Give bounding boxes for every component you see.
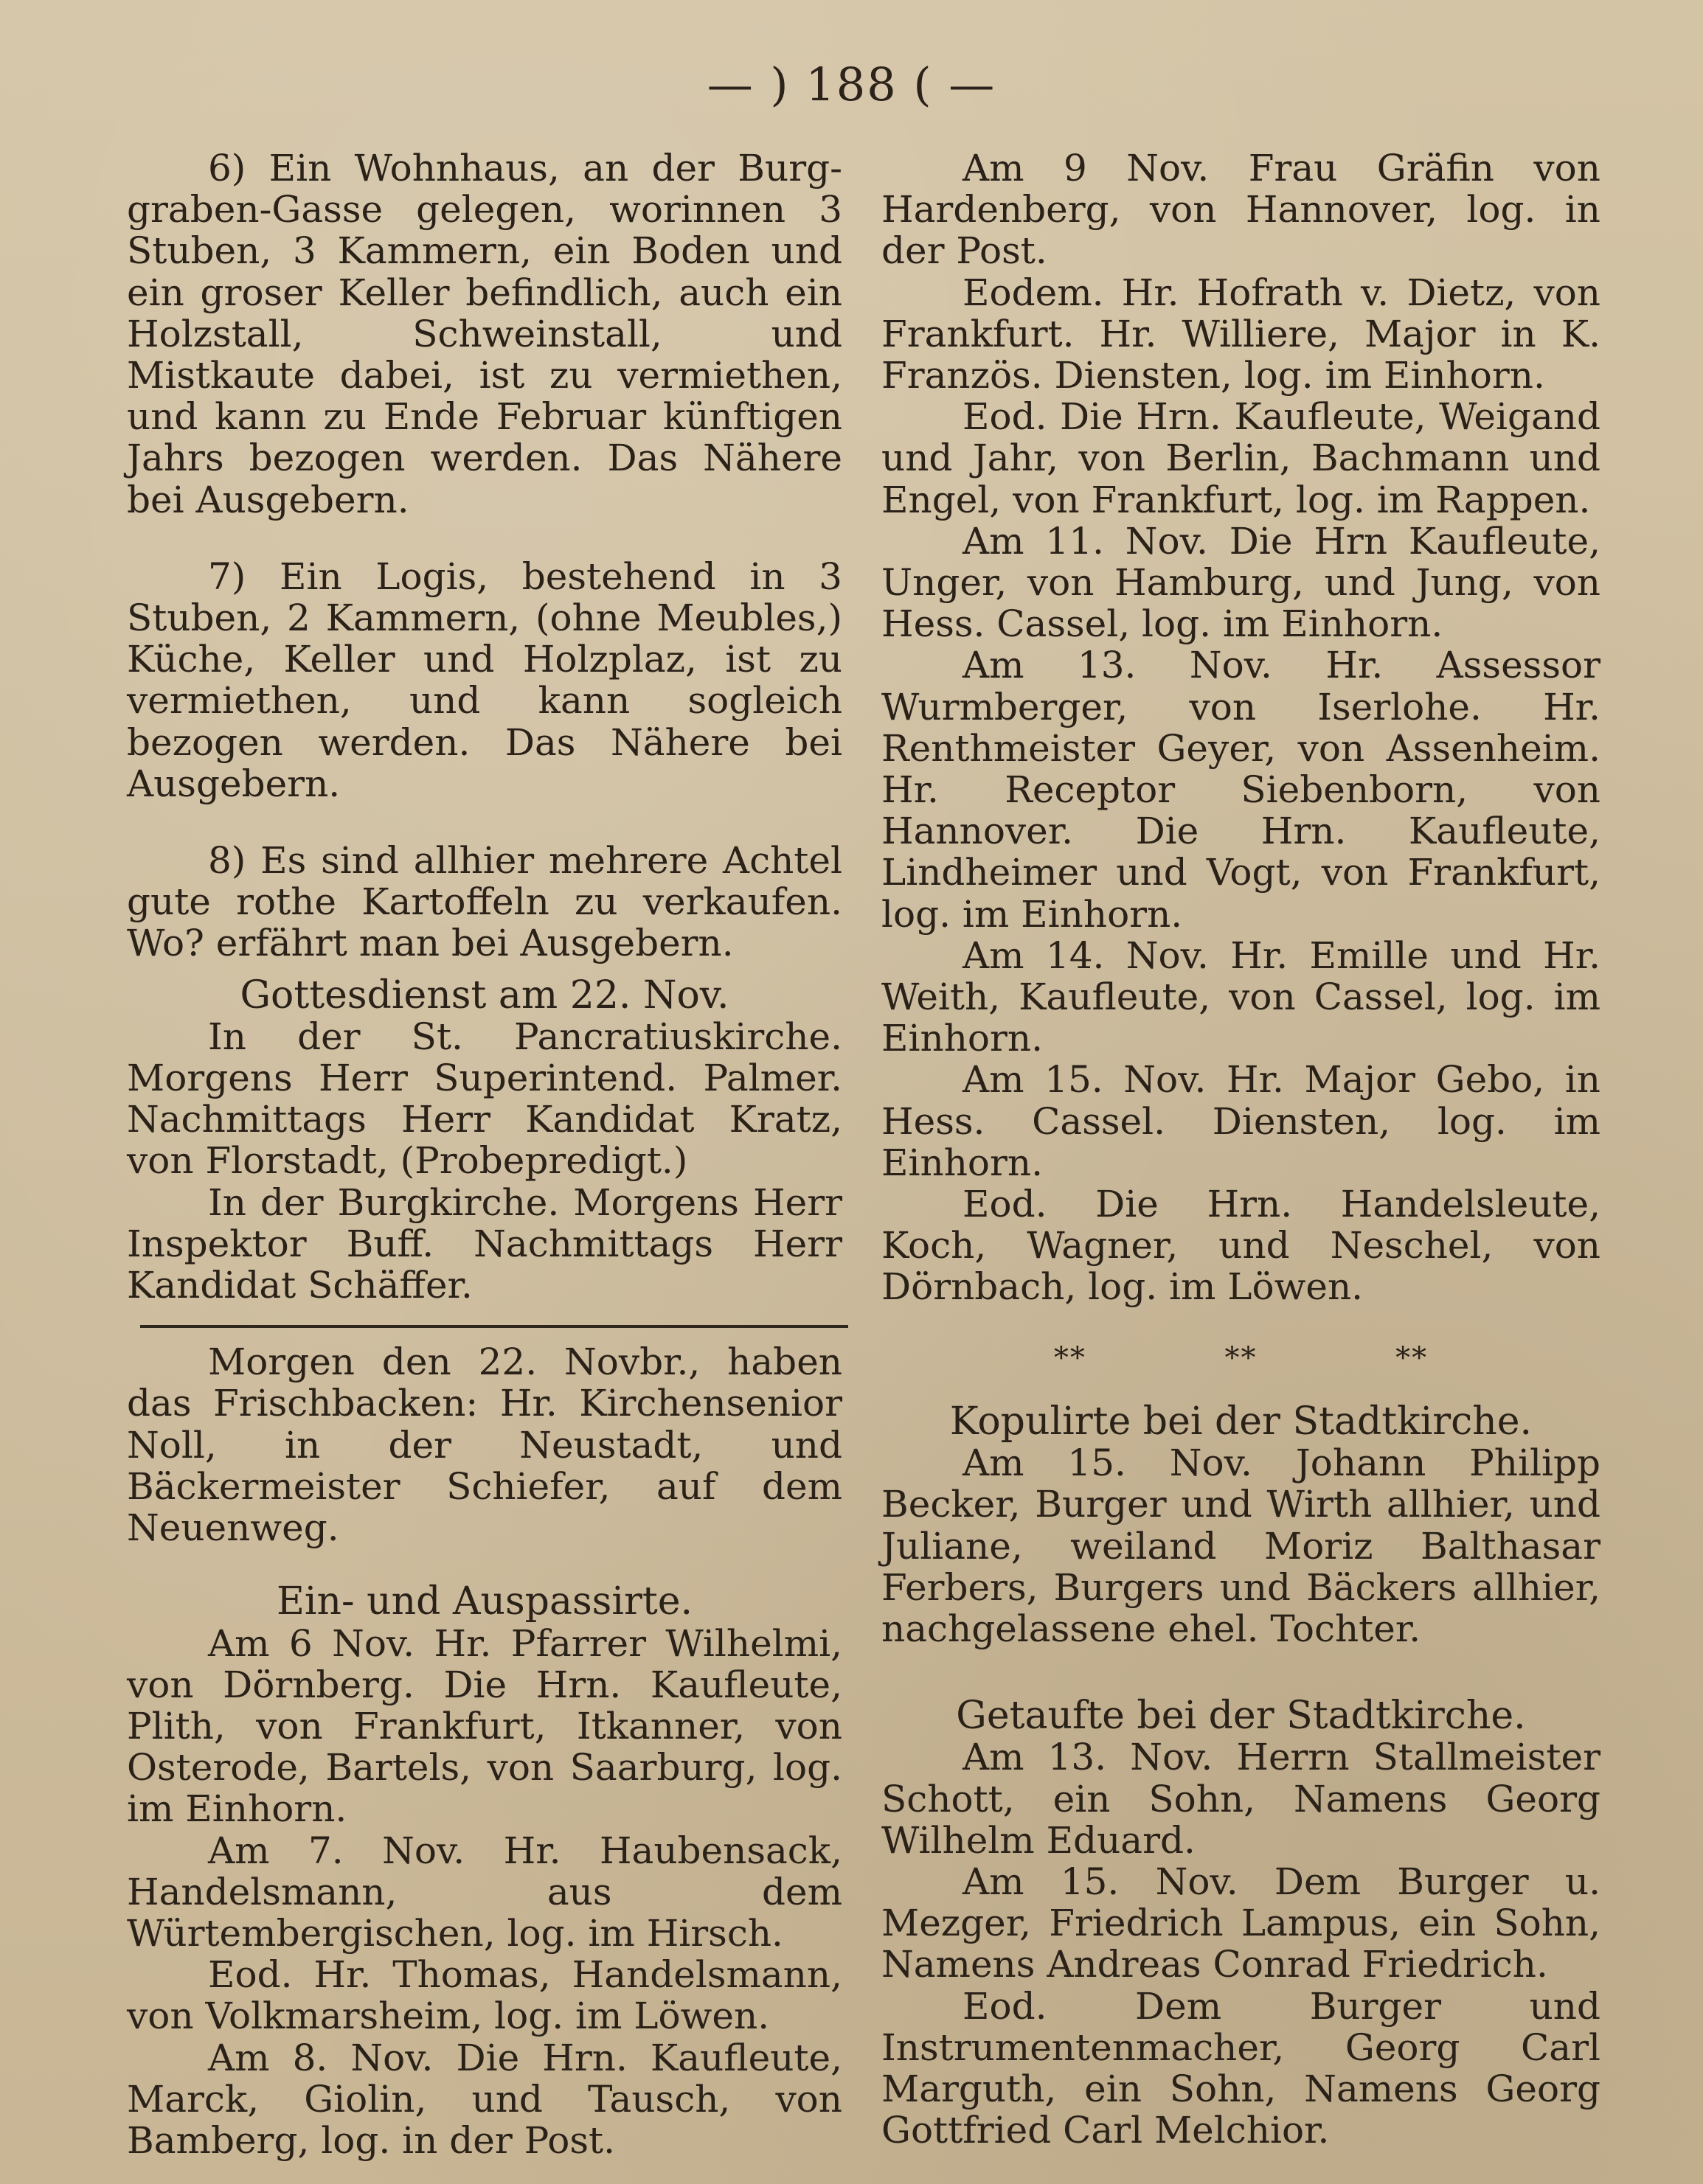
left-column: [127, 147, 842, 2161]
asterism-separator: [881, 1338, 1600, 1379]
page-number: — ) 188 ( —: [707, 58, 996, 111]
arrival-entry: Am 7. Nov. Hr. Haubensack, Handelsmann, aus dem Würtembergischen, log. im Hirsch.: [127, 1829, 842, 1955]
arrival-entry: Am 11. Nov. Die Hrn Kaufleute, Unger, von Hamburg, und Jung, von Hess. Cassel, log. im Einhorn.: [881, 519, 1600, 646]
notice-7: 7) Ein Logis, bestehend in 3 Stuben, 2 Kammern, (ohne Meubles,) Küche, Keller und Holzplaz, ist zu vermiethen, und kann sogleich bezogen werden. Das Nähere bei Ausgebern.: [127, 554, 842, 805]
arrival-entry: Am 6 Nov. Hr. Pfarrer Wilhelmi, von Dörnberg. Die Hrn. Kaufleute, Plith, von Frankfurt, Itkanner, von Osterode, Bartels, von Saarburg, log. im Einhorn.: [127, 1621, 842, 1831]
baptism-entry: Eod. Dem Burger und Instrumentenmacher, Georg Carl Marguth, ein Sohn, Namens Georg Gottfried Carl Melchior.: [881, 1984, 1600, 2152]
baptism-entry: Am 13. Nov. Herrn Stallmeister Schott, ein Sohn, Namens Georg Wilhelm Eduard.: [881, 1736, 1600, 1862]
notice-6: 6) Ein Wohnhaus, an der Burg-graben-Gasse gelegen, worinnen 3 Stuben, 3 Kammern, ein Boden und ein groser Keller befindlich, auch ein Holzstall, Schweinstall, und Mistkaute dabei, ist zu vermiethen, und kann zu Ende Februar künftigen Jahrs bezogen werden. Das Nähere bei Ausgebern.: [127, 147, 842, 521]
gottesdienst-burgkirche: In der Burgkirche. Morgens Herr Inspektor Buff. Nachmittags Herr Kandidat Schäffer.: [127, 1180, 842, 1307]
right-column: [881, 147, 1600, 2151]
arrival-entry: Eod. Die Hrn. Kaufleute, Weigand und Jahr, von Berlin, Bachmann und Engel, von Frankfurt, log. im Rappen.: [881, 395, 1600, 521]
arrival-entry: Eodem. Hr. Hofrath v. Dietz, von Frankfurt. Hr. Williere, Major in K. Französ. Diensten, log. im Einhorn.: [881, 271, 1600, 397]
arrival-entry: Am 13. Nov. Hr. Assessor Wurmberger, von Iserlohe. Hr. Renthmeister Geyer, von Assenheim. Hr. Receptor Siebenborn, von Hannover. Die Hrn. Kaufleute, Lindheimer und Vogt, von Frankfurt, log. im Einhorn.: [881, 644, 1600, 936]
frischbacken-notice: Morgen den 22. Novbr., haben das Frischbacken: Hr. Kirchensenior Noll, in der Neustadt, und Bäckermeister Schiefer, auf dem Neuenweg.: [127, 1340, 842, 1550]
ein-auspassirte-heading: Ein- und Auspassirte.: [276, 1579, 693, 1624]
arrival-entry: Eod. Die Hrn. Handelsleute, Koch, Wagner, und Neschel, von Dörnbach, log. im Löwen.: [881, 1183, 1600, 1309]
arrival-entry: Am 8. Nov. Die Hrn. Kaufleute, Marck, Giolin, und Tausch, von Bamberg, log. in der Post.: [127, 2036, 842, 2162]
gottesdienst-pancratius: In der St. Pancratiuskirche. Morgens Herr Superintend. Palmer. Nachmittags Herr Kandidat Kratz, von Florstadt, (Probepredigt.): [127, 1015, 842, 1183]
arrival-entry: Am 9 Nov. Frau Gräfin von Hardenberg, von Hannover, log. in der Post.: [881, 147, 1600, 273]
kopulirte-heading: Kopulirte bei der Stadtkirche.: [949, 1399, 1533, 1444]
marriage-entry: Am 15. Nov. Johann Philipp Becker, Burger und Wirth allhier, und Juliane, weiland Moriz Balthasar Ferbers, Burgers und Bäckers allhier, nachgelassene ehel. Tochter.: [881, 1441, 1600, 1650]
asterism-icon: **: [1395, 1340, 1429, 1375]
baptism-entry: Am 15. Nov. Dem Burger u. Mezger, Friedrich Lampus, ein Sohn, Namens Andreas Conrad Friedrich.: [881, 1860, 1600, 1986]
asterism-icon: **: [1053, 1340, 1086, 1375]
notice-8: 8) Es sind allhier mehrere Achtel gute rothe Kartoffeln zu verkaufen. Wo? erfährt man bei Ausgebern.: [127, 839, 842, 965]
arrival-entry: Eod. Hr. Thomas, Handelsmann, von Volkmarsheim, log. im Löwen.: [127, 1953, 842, 2038]
arrival-entry: Am 15. Nov. Hr. Major Gebo, in Hess. Cassel. Diensten, log. im Einhorn.: [881, 1058, 1600, 1184]
arrival-entry: Am 14. Nov. Hr. Emille und Hr. Weith, Kaufleute, von Cassel, log. im Einhorn.: [881, 933, 1600, 1060]
gottesdienst-heading: Gottesdienst am 22. Nov.: [240, 973, 729, 1018]
getaufte-heading: Getaufte bei der Stadtkirche.: [956, 1694, 1526, 1739]
asterism-icon: **: [1224, 1340, 1258, 1375]
divider-rule: [140, 1325, 848, 1328]
